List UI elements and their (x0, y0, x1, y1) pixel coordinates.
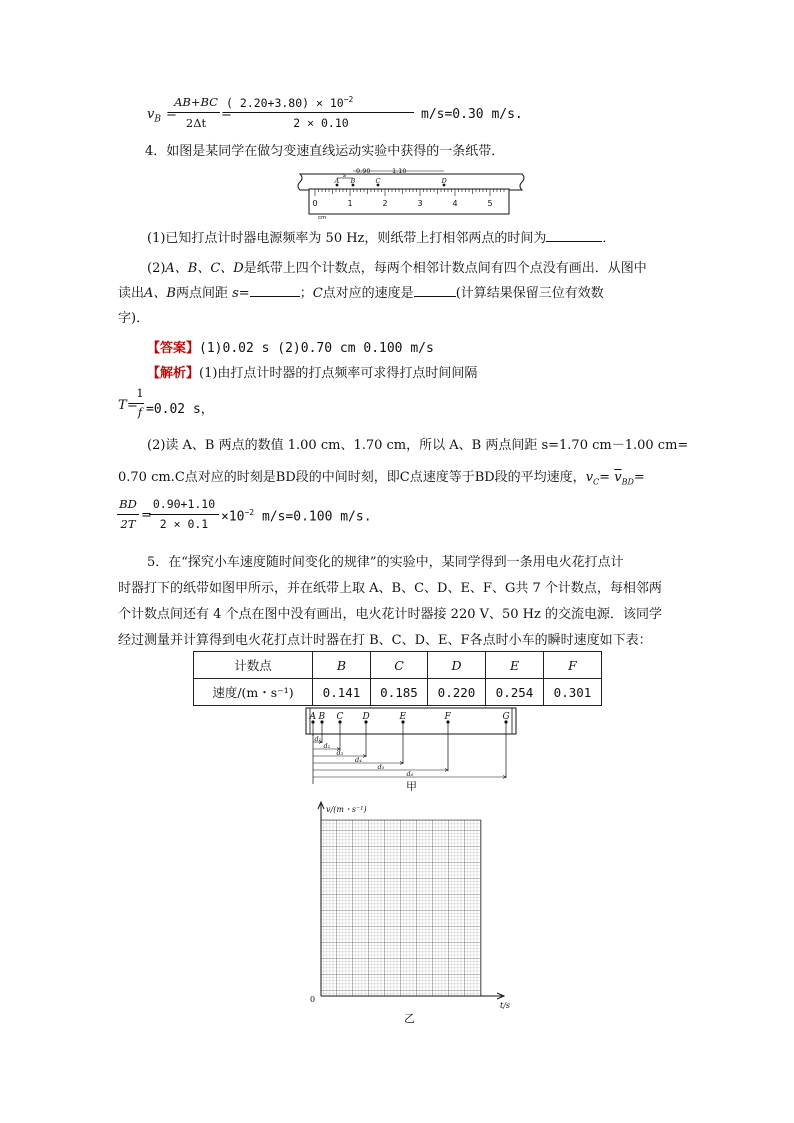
f4-den2: 2 × 0.1 (159, 517, 209, 531)
ruler-number: 1 (347, 199, 353, 208)
dim-090-label: 0.90 (356, 167, 371, 175)
f4-tail: ×10 (221, 509, 245, 525)
speed-table (193, 651, 602, 706)
jia-point-label: C (336, 712, 344, 722)
table-header-cell: B (313, 652, 371, 679)
formula-num1: AB+BC (174, 95, 218, 109)
jia-dim-label: d₃ (336, 749, 344, 757)
dim-110-label: 1.10 (392, 167, 407, 175)
tape-point-label: D (441, 177, 447, 185)
table-header-cell: D (428, 652, 486, 679)
q4-part2-num: (2) (147, 261, 166, 276)
analysis-3e-sub: BD (621, 477, 634, 487)
graph-xlabel: t/s (500, 1001, 511, 1010)
q5-line3: 个计数点间还有 4 个点在图中没有画出，电火花计时器接 220 V、50 Hz 的交流电源．该同学 (118, 607, 662, 622)
jia-point-label: A (309, 712, 316, 722)
jia-point-label: F (444, 712, 451, 722)
jia-dim-label: d₂ (323, 742, 331, 750)
jia-point-label: D (362, 712, 370, 722)
answer-text: (1)0.02 s (2)0.70 cm 0.100 m/s (199, 341, 434, 356)
table-header-cell: 计数点 (194, 652, 313, 679)
jia-dimensions (313, 734, 506, 784)
analysis-3b: C点对应的时刻是BD段的中间时刻，即C点速度等于BD段的平均速度， (174, 470, 586, 485)
ruler-number: 5 (487, 199, 493, 208)
speed-table-wrap (193, 651, 602, 706)
q4-part1-end: ． (602, 231, 616, 246)
q4-part2-read: 读出 (118, 286, 145, 301)
q4-part2-dist: 两点间距 (175, 286, 228, 301)
q5-line2: 时器打下的纸带如图甲所示，并在纸带上取 A、B、C、D、E、F、G共 7 个计数点，每相邻两 (118, 581, 662, 596)
q4-part2-line3: 字)． (118, 311, 150, 326)
formula-bar1 (174, 112, 220, 113)
analysis-3a: 0.70 cm. (118, 470, 175, 485)
ruler-number: 2 (382, 199, 388, 208)
q4-part2-c: C (312, 286, 323, 301)
q5-line4: 经过测量并计算得到电火花打点计时器在打 B、C、D、E、F各点时小车的瞬时速度如下表： (118, 633, 652, 648)
f4-den: 2T (120, 517, 136, 531)
analysis-3d: = (599, 470, 611, 485)
jia-dim-label: d₆ (406, 770, 414, 778)
formula-num2-exp: −2 (343, 95, 354, 104)
graph-caption: 乙 (404, 1012, 415, 1025)
f4-exp: −2 (244, 508, 255, 517)
q4-part2-s: s (232, 286, 239, 301)
q4-part1: (1)已知打点计时器电源频率为 50 Hz，则纸带上打相邻两点的时间为 (147, 231, 547, 246)
graph-origin: 0 (310, 995, 316, 1004)
q4-part2-note: (计算结果保留三位有效数 (455, 286, 604, 301)
jia-dim-label: d₁ (314, 735, 322, 743)
table-cell: 0.220 (428, 679, 486, 706)
f4-num2: 0.90+1.10 (152, 497, 216, 511)
ruler-number: 0 (312, 199, 318, 208)
q4-stem: 4．如图是某同学在做匀变速直线运动实验中获得的一条纸带． (145, 144, 505, 159)
answer-tag: 【答案】 (147, 341, 200, 356)
jia-dim-label: d₅ (377, 763, 385, 771)
analysis-tag: 【解析】 (147, 366, 200, 381)
q4-part2-points: A、B、C、D (165, 261, 244, 276)
formula-lhs: v (147, 107, 155, 122)
table-cell: 0.185 (371, 679, 428, 706)
table-cell: 0.254 (486, 679, 544, 706)
f4-num: BD (119, 497, 137, 511)
t-num: 1 (136, 386, 144, 400)
formula-den2: 2 × 0.10 (293, 116, 349, 130)
analysis-3f: = (633, 470, 645, 485)
f4-eq: = (141, 508, 152, 523)
table-cell: 0.301 (544, 679, 602, 706)
ruler-unit: cm (318, 215, 327, 221)
tape-point-label: A (334, 177, 340, 185)
tape-caption: 甲 (406, 780, 417, 792)
table-header-cell: F (544, 652, 602, 679)
tape-point-label: C (375, 177, 381, 185)
q4-tape-figure (296, 165, 528, 221)
analysis-2: (2)读 A、B 两点的数值 1.00 cm、1.70 cm，所以 A、B 两点间距 s=1.70 cm－1.00 cm= (147, 438, 689, 453)
analysis-3e: $\overline{v}$ (614, 470, 622, 485)
table-cell: 0.141 (313, 679, 371, 706)
tape-point-label: B (350, 177, 356, 185)
t-lhs: T (118, 398, 127, 413)
jia-point-label: B (318, 712, 326, 722)
ruler (309, 189, 509, 214)
formula-lhs-sub: B (154, 114, 161, 125)
analysis-3c: v (585, 470, 594, 485)
graph-grid (321, 820, 481, 996)
q4-part2-semicolon: ； (299, 286, 313, 301)
ruler-number: 3 (417, 199, 423, 208)
formula-den1: 2Δt (185, 116, 207, 130)
f4-bar2 (149, 514, 219, 515)
t-den: f (137, 405, 143, 419)
q5-line1: 5．在“探究小车速度随时间变化的规律”的实验中，某同学得到一条用电火花打点计 (147, 555, 624, 570)
t-tail: =0.02 s， (146, 402, 214, 417)
t-bar (136, 403, 144, 404)
table-row (194, 679, 602, 706)
f4-tail2: m/s=0.100 m/s. (261, 509, 372, 525)
table-header-cell: E (486, 652, 544, 679)
q4-part2-ab: A、B (144, 286, 176, 301)
table-row-label: 速度/(m・s⁻¹) (194, 679, 313, 706)
jia-point-label: G (502, 712, 510, 722)
q4-part2-eq: = (238, 286, 250, 301)
t-eq: = (127, 398, 138, 413)
q4-part2-speed: 点对应的速度是 (322, 286, 414, 301)
table-header-cell: C (371, 652, 428, 679)
table-row (194, 652, 602, 679)
formula-eq1: = (166, 107, 177, 122)
jia-dim-label: d₄ (355, 756, 362, 764)
formula-num2: ( 2.20+3.80) × 10 (226, 95, 344, 110)
graph-ylabel: v/(m・s⁻¹) (326, 805, 367, 814)
analysis-3c-sub: C (593, 477, 600, 487)
dim-s-label: s (343, 172, 347, 179)
formula-eq2: = (221, 107, 232, 122)
tape-figure-jia (300, 706, 520, 792)
q4-part1-blank[interactable] (546, 229, 602, 242)
jia-point-label: E (399, 712, 407, 722)
formula-tail: m/s=0.30 m/s. (421, 107, 523, 122)
ruler-number: 4 (452, 199, 458, 208)
formula-bar2 (228, 112, 414, 113)
q4-part2-blank-s[interactable] (250, 284, 300, 297)
f4-bar1 (117, 514, 139, 515)
vt-graph (304, 798, 526, 1026)
q4-part2-blank-v[interactable] (414, 284, 456, 297)
q4-part2-line1: 是纸带上四个计数点，每两个相邻计数点间有四个点没有画出．从图中 (243, 261, 647, 276)
paper-tape (298, 174, 524, 190)
analysis-1: (1)由打点计时器的打点频率可求得打点时间间隔 (199, 366, 478, 381)
